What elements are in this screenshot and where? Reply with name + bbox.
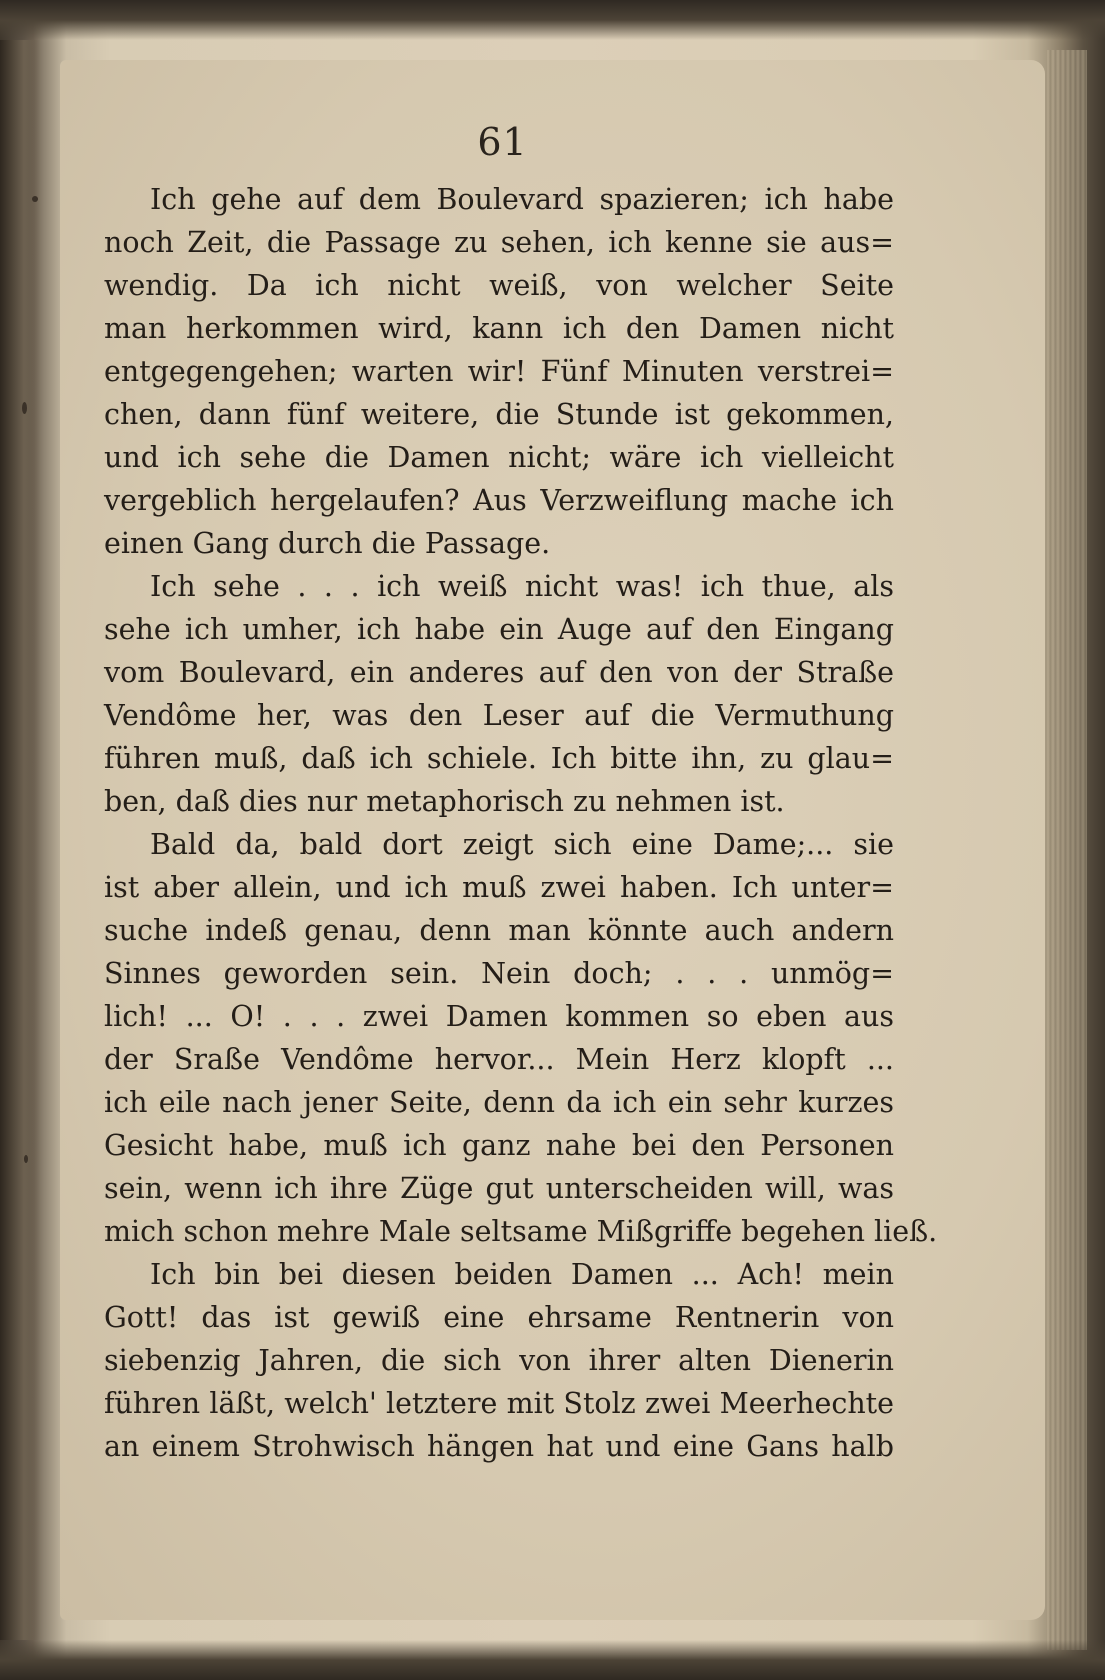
text-line: man herkommen wird, kann ich den Damen nicht [104,312,894,345]
margin-speck [32,196,38,202]
text-line: Vendôme her, was den Leser auf die Vermuthung [104,699,894,732]
text-line: Ich gehe auf dem Boulevard spazieren; ich habe [150,183,894,216]
text-line: an einem Strohwisch hängen hat und eine Gans halb [104,1430,894,1463]
body-text [104,178,938,1468]
text-line: einen Gang durch die Passage. [104,527,551,560]
text-line: sehe ich umher, ich habe ein Auge auf den Eingang [104,613,894,646]
text-line: sein, wenn ich ihre Züge gut unterscheiden will, was [104,1172,894,1205]
text-line: der Sraße Vendôme hervor... Mein Herz klopft ... [104,1043,894,1076]
text-line: führen läßt, welch' letztere mit Stolz zwei Meerhechte [104,1387,894,1420]
text-line: noch Zeit, die Passage zu sehen, ich kenne sie aus= [104,226,894,259]
text-line: entgegengehen; warten wir! Fünf Minuten verstrei= [104,355,894,388]
text-line: lich! ... O! . . . zwei Damen kommen so eben aus [104,1000,894,1033]
text-line: suche indeß genau, denn man könnte auch andern [104,914,894,947]
page-number: 61 [477,120,528,164]
text-line: wendig. Da ich nicht weiß, von welcher Seite [104,269,894,302]
margin-speck [24,1155,28,1163]
text-line: ich eile nach jener Seite, denn da ich ein sehr kurzes [104,1086,894,1119]
text-line: vergeblich hergelaufen? Aus Verzweiflung mache ich [104,484,894,517]
text-line: Ich sehe . . . ich weiß nicht was! ich thue, als [150,570,894,603]
text-line: Ich bin bei diesen beiden Damen ... Ach! mein [150,1258,894,1291]
book-gutter-shadow [0,40,40,1640]
text-line: ben, daß dies nur metaphorisch zu nehmen ist. [104,785,785,818]
text-line: führen muß, daß ich schiele. Ich bitte ihn, zu glau= [104,742,894,775]
text-line: Gott! das ist gewiß eine ehrsame Rentnerin von [104,1301,894,1334]
margin-speck [22,402,27,414]
text-line: Gesicht habe, muß ich ganz nahe bei den Personen [104,1129,894,1162]
text-line: ist aber allein, und ich muß zwei haben. Ich unter= [104,871,894,904]
text-line: und ich sehe die Damen nicht; wäre ich vielleicht [104,441,894,474]
book-edge-top [0,0,1105,40]
text-line: vom Boulevard, ein anderes auf den von der Straße [104,656,894,689]
text-line: chen, dann fünf weitere, die Stunde ist gekommen, [104,398,894,431]
page-stack-edge [1047,50,1087,1650]
book-edge-bottom [0,1640,1105,1680]
text-line: siebenzig Jahren, die sich von ihrer alten Dienerin [104,1344,894,1377]
text-line: Bald da, bald dort zeigt sich eine Dame;... sie [150,828,894,861]
text-line: Sinnes geworden sein. Nein doch; . . . unmög= [104,957,894,990]
text-line: mich schon mehre Male seltsame Mißgriffe begehen ließ. [104,1215,938,1248]
